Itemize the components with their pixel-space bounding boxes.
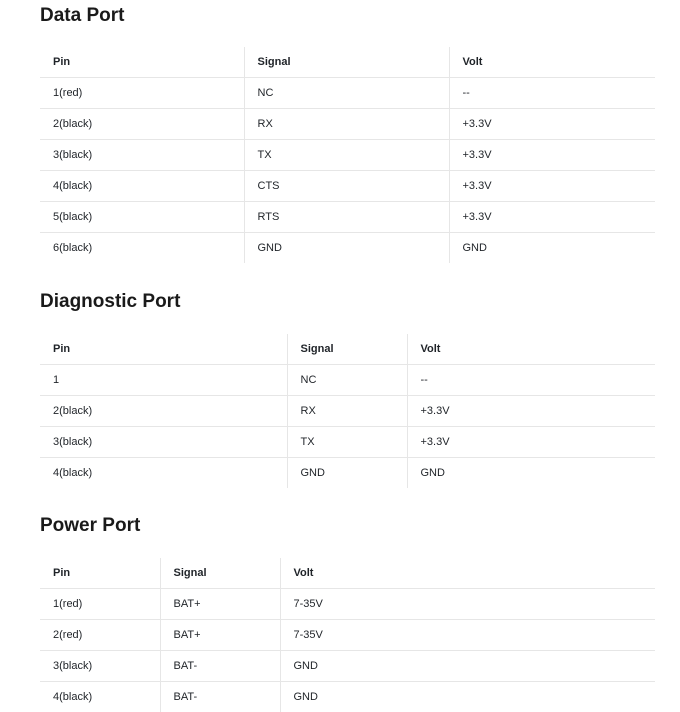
column-header-signal: Signal	[287, 334, 407, 365]
table-row	[40, 365, 655, 396]
cell-pin: 3(black)	[40, 140, 244, 171]
cell-volt: --	[449, 78, 655, 109]
cell-signal: NC	[244, 78, 449, 109]
column-header-pin: Pin	[40, 47, 244, 78]
cell-signal: BAT+	[160, 620, 280, 651]
cell-signal: NC	[287, 365, 407, 396]
power-port-section	[40, 514, 655, 712]
cell-pin: 3(black)	[40, 427, 287, 458]
cell-volt: --	[407, 365, 655, 396]
diagnostic-port-section	[40, 290, 655, 488]
cell-volt: +3.3V	[449, 109, 655, 140]
cell-volt: +3.3V	[449, 202, 655, 233]
table-row	[40, 171, 655, 202]
cell-volt: +3.3V	[449, 140, 655, 171]
table-header-row	[40, 47, 655, 78]
table-row	[40, 651, 655, 682]
cell-signal: TX	[244, 140, 449, 171]
cell-signal: RX	[287, 396, 407, 427]
cell-signal: TX	[287, 427, 407, 458]
section-title: Diagnostic Port	[40, 290, 655, 314]
cell-volt: GND	[280, 651, 655, 682]
column-header-signal: Signal	[160, 558, 280, 589]
table-header-row	[40, 334, 655, 365]
column-header-pin: Pin	[40, 558, 160, 589]
table-row	[40, 427, 655, 458]
column-header-volt: Volt	[280, 558, 655, 589]
table-header-row	[40, 558, 655, 589]
table-row	[40, 396, 655, 427]
table-row	[40, 682, 655, 712]
cell-pin: 2(red)	[40, 620, 160, 651]
cell-pin: 3(black)	[40, 651, 160, 682]
cell-pin: 6(black)	[40, 233, 244, 264]
cell-pin: 1	[40, 365, 287, 396]
column-header-signal: Signal	[244, 47, 449, 78]
cell-signal: RTS	[244, 202, 449, 233]
cell-signal: RX	[244, 109, 449, 140]
cell-pin: 1(red)	[40, 589, 160, 620]
table-row	[40, 620, 655, 651]
cell-signal: CTS	[244, 171, 449, 202]
cell-volt: GND	[280, 682, 655, 712]
cell-pin: 2(black)	[40, 396, 287, 427]
cell-signal: GND	[244, 233, 449, 264]
data-port-table	[40, 47, 655, 263]
cell-volt: GND	[407, 458, 655, 489]
table-row	[40, 78, 655, 109]
table-row	[40, 202, 655, 233]
cell-pin: 4(black)	[40, 682, 160, 712]
cell-pin: 5(black)	[40, 202, 244, 233]
cell-signal: BAT+	[160, 589, 280, 620]
cell-signal: BAT-	[160, 651, 280, 682]
cell-pin: 4(black)	[40, 458, 287, 489]
cell-pin: 1(red)	[40, 78, 244, 109]
cell-volt: +3.3V	[407, 396, 655, 427]
cell-pin: 4(black)	[40, 171, 244, 202]
column-header-volt: Volt	[449, 47, 655, 78]
cell-signal: BAT-	[160, 682, 280, 712]
table-row	[40, 140, 655, 171]
data-port-section	[40, 4, 655, 263]
power-port-table	[40, 558, 655, 712]
table-row	[40, 109, 655, 140]
cell-volt: 7-35V	[280, 589, 655, 620]
table-row	[40, 589, 655, 620]
cell-signal: GND	[287, 458, 407, 489]
section-title: Data Port	[40, 4, 655, 28]
diagnostic-port-table	[40, 334, 655, 488]
column-header-volt: Volt	[407, 334, 655, 365]
table-row	[40, 458, 655, 489]
cell-volt: +3.3V	[449, 171, 655, 202]
cell-volt: GND	[449, 233, 655, 264]
cell-pin: 2(black)	[40, 109, 244, 140]
column-header-pin: Pin	[40, 334, 287, 365]
section-title: Power Port	[40, 514, 655, 538]
cell-volt: +3.3V	[407, 427, 655, 458]
table-row	[40, 233, 655, 264]
cell-volt: 7-35V	[280, 620, 655, 651]
